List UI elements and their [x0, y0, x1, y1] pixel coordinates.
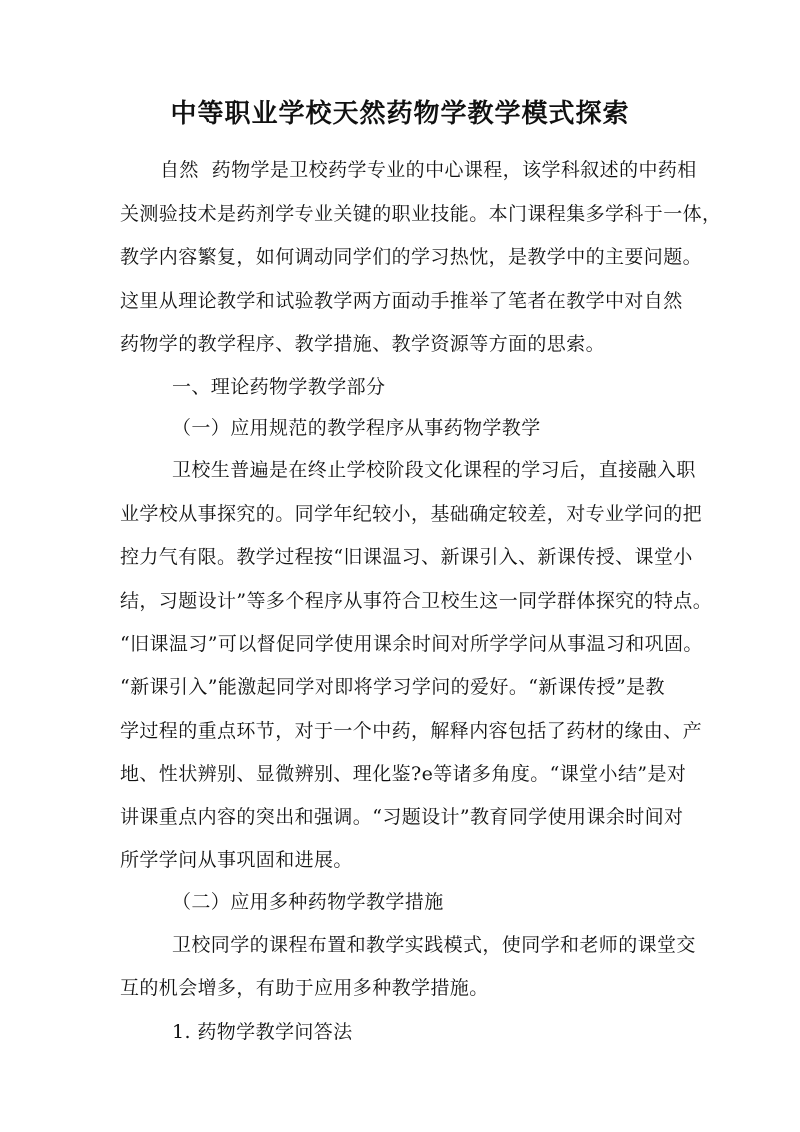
paragraph-2-line-9: 讲课重点内容的突出和强调。“习题设计”教育同学使用课余时间对	[120, 806, 684, 828]
paragraph-2-line-1: 卫校生普遍是在终止学校阶段文化课程的学习后，直接融入职	[172, 459, 696, 481]
section-heading: 一、理论药物学教学部分	[172, 376, 386, 398]
subsection-heading-1: （一）应用规范的教学程序从事药物学教学	[172, 417, 541, 439]
paragraph-3-line-1: 卫校同学的课程布置和教学实践模式，使同学和老师的课堂交	[172, 934, 696, 956]
paragraph-2-line-8: 地、性状辨别、显微辨别、理化鉴?e等诸多角度。“课堂小结”是对	[120, 763, 687, 785]
paragraph-2-line-10: 所学学问从事巩固和进展。	[120, 849, 353, 871]
paragraph-2-line-3: 控力气有限。教学过程按“旧课温习、新课引入、新课传授、课堂小	[120, 546, 693, 568]
paragraph-1-line-2: 关测验技术是药剂学专业关键的职业技能。本门课程集多学科于一体，	[120, 203, 722, 225]
paragraph-2-line-6: “新课引入”能激起同学对即将学习学问的爱好。“新课传授”是教	[120, 676, 665, 698]
paragraph-2-line-7: 学过程的重点环节，对于一个中药，解释内容包括了药材的缘由、产	[120, 720, 703, 742]
paragraph-1-line-5: 药物学的教学程序、教学措施、教学资源等方面的思索。	[120, 333, 606, 355]
document-title: 中等职业学校天然药物学教学模式探索	[170, 99, 630, 129]
paragraph-3-line-2: 互的机会增多，有助于应用多种教学措施。	[120, 977, 489, 999]
paragraph-1-line-3: 教学内容繁复，如何调动同学们的学习热忱，是教学中的主要问题。	[120, 246, 703, 268]
paragraph-2-line-4: 结，习题设计”等多个程序从事符合卫校生这一同学群体探究的特点。	[120, 590, 713, 612]
paragraph-2-line-5: “旧课温习”可以督促同学使用课余时间对所学学问从事温习和巩固。	[120, 633, 703, 655]
numbered-heading-1: 1. 药物学教学问答法	[172, 1021, 353, 1043]
paragraph-1-line-1: 自然 药物学是卫校药学专业的中心课程，该学科叙述的中药相	[160, 159, 697, 181]
paragraph-2-line-2: 业学校从事探究的。同学年纪较小，基础确定较差，对专业学问的把	[120, 503, 703, 525]
subsection-heading-2: （二）应用多种药物学教学措施	[172, 891, 444, 913]
paragraph-1-line-4: 这里从理论教学和试验教学两方面动手推举了笔者在教学中对自然	[120, 290, 683, 312]
